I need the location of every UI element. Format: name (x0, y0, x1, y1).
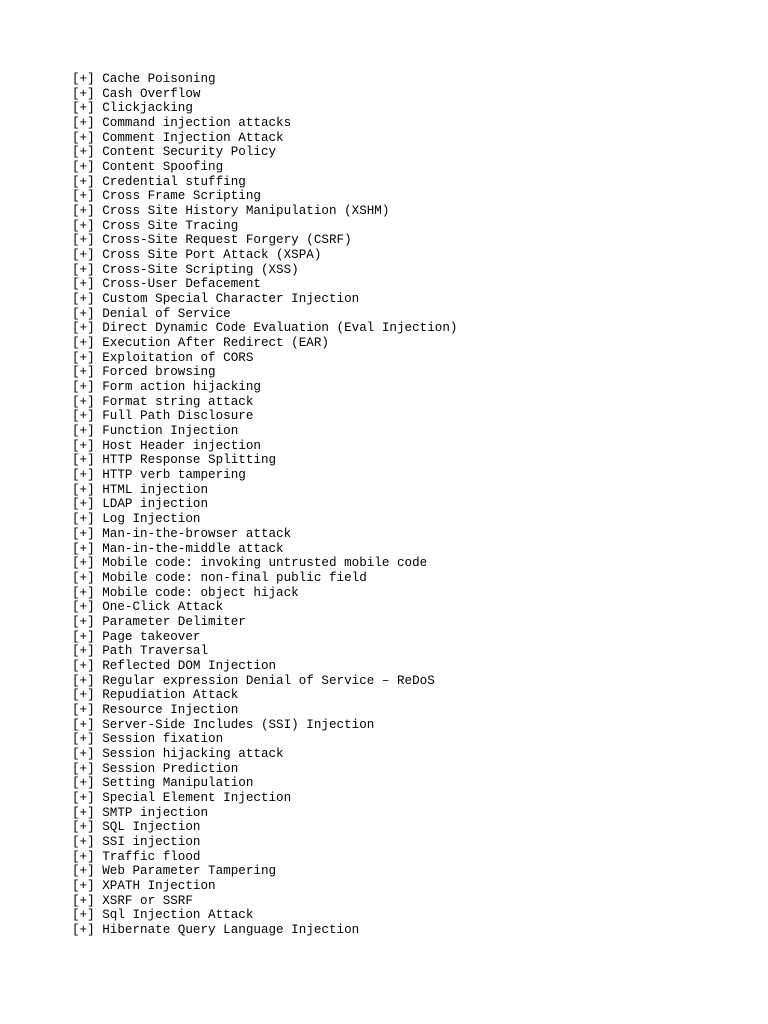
list-item (72, 776, 752, 791)
list-item-marker: [+] (72, 116, 103, 131)
list-item-marker: [+] (72, 101, 103, 116)
list-item (72, 131, 752, 146)
list-item-label: Server-Side Includes (SSI) Injection (102, 717, 375, 732)
list-item-marker: [+] (72, 790, 103, 805)
list-item (72, 762, 752, 777)
list-item-marker: [+] (72, 336, 103, 351)
list-item-label: Page takeover (102, 629, 201, 644)
list-item (72, 923, 752, 938)
list-item-label: Execution After Redirect (EAR) (102, 336, 329, 351)
list-item-label: Credential stuffing (102, 174, 246, 189)
list-item-marker: [+] (72, 585, 103, 600)
list-item-marker: [+] (72, 658, 103, 673)
list-item-marker: [+] (72, 174, 103, 189)
list-item-label: Traffic flood (102, 849, 201, 864)
list-item-label: Parameter Delimiter (102, 614, 246, 629)
list-item-label: Full Path Disclosure (102, 409, 254, 424)
list-item-label: Session Prediction (102, 761, 239, 776)
list-item-marker: [+] (72, 629, 103, 644)
list-item (72, 527, 752, 542)
list-item-marker: [+] (72, 262, 103, 277)
list-item (72, 175, 752, 190)
list-item-label: Cross-Site Scripting (XSS) (102, 262, 299, 277)
list-item-marker: [+] (72, 673, 103, 688)
list-item-label: Mobile code: invoking untrusted mobile code (102, 556, 428, 571)
list-item-marker: [+] (72, 600, 103, 615)
list-item-marker: [+] (72, 702, 103, 717)
list-item-marker: [+] (72, 893, 103, 908)
list-item-marker: [+] (72, 644, 103, 659)
list-item-label: Setting Manipulation (102, 776, 254, 791)
list-item-label: Man-in-the-browser attack (102, 526, 292, 541)
list-item-marker: [+] (72, 130, 103, 145)
list-item-marker: [+] (72, 820, 103, 835)
list-item-label: Hibernate Query Language Injection (102, 922, 360, 937)
list-item-marker: [+] (72, 497, 103, 512)
list-item (72, 542, 752, 557)
list-item (72, 850, 752, 865)
list-item-label: Exploitation of CORS (102, 350, 254, 365)
list-item-marker: [+] (72, 189, 103, 204)
list-item-marker: [+] (72, 86, 103, 101)
list-item-label: Regular expression Denial of Service – ReDoS (102, 673, 435, 688)
list-item (72, 277, 752, 292)
list-item-marker: [+] (72, 541, 103, 556)
list-item-marker: [+] (72, 864, 103, 879)
list-item (72, 116, 752, 131)
list-item (72, 483, 752, 498)
list-item-marker: [+] (72, 145, 103, 160)
list-item-marker: [+] (72, 468, 103, 483)
list-item-marker: [+] (72, 482, 103, 497)
list-item (72, 630, 752, 645)
list-item-label: Cross Frame Scripting (102, 189, 261, 204)
list-item-label: Resource Injection (102, 702, 239, 717)
list-item-label: SSI injection (102, 834, 201, 849)
list-item (72, 732, 752, 747)
list-item (72, 718, 752, 733)
list-item (72, 365, 752, 380)
document-page (72, 72, 752, 938)
list-item-label: Cross Site Tracing (102, 218, 239, 233)
list-item-marker: [+] (72, 512, 103, 527)
list-item (72, 424, 752, 439)
list-item-marker: [+] (72, 556, 103, 571)
list-item-label: Repudiation Attack (102, 688, 239, 703)
list-item-marker: [+] (72, 350, 103, 365)
list-item (72, 512, 752, 527)
list-item-marker: [+] (72, 218, 103, 233)
list-item (72, 336, 752, 351)
list-item-label: Session hijacking attack (102, 746, 284, 761)
list-item-label: One-Click Attack (102, 600, 224, 615)
list-item-marker: [+] (72, 380, 103, 395)
list-item-marker: [+] (72, 306, 103, 321)
list-item (72, 72, 752, 87)
list-item-marker: [+] (72, 526, 103, 541)
list-item (72, 409, 752, 424)
list-item-label: Content Spoofing (102, 160, 224, 175)
list-item-label: Form action hijacking (102, 380, 261, 395)
list-item-label: HTTP verb tampering (102, 468, 246, 483)
list-item-label: XPATH Injection (102, 878, 216, 893)
list-item (72, 791, 752, 806)
list-item-marker: [+] (72, 438, 103, 453)
list-item-label: Comment Injection Attack (102, 130, 284, 145)
list-item-label: Reflected DOM Injection (102, 658, 277, 673)
list-item-marker: [+] (72, 277, 103, 292)
list-item-marker: [+] (72, 453, 103, 468)
list-item-label: Log Injection (102, 512, 201, 527)
list-item (72, 453, 752, 468)
list-item-marker: [+] (72, 424, 103, 439)
list-item (72, 674, 752, 689)
list-item-marker: [+] (72, 233, 103, 248)
list-item-label: Cross-Site Request Forgery (CSRF) (102, 233, 352, 248)
list-item (72, 659, 752, 674)
list-item-marker: [+] (72, 160, 103, 175)
list-item (72, 160, 752, 175)
list-item (72, 248, 752, 263)
list-item-marker: [+] (72, 688, 103, 703)
list-item-label: Cache Poisoning (102, 72, 216, 86)
list-item-label: Cross-User Defacement (102, 277, 261, 292)
list-item (72, 571, 752, 586)
list-item-label: Custom Special Character Injection (102, 292, 360, 307)
list-item-label: Sql Injection Attack (102, 908, 254, 923)
list-item-label: Forced browsing (102, 365, 216, 380)
list-item-marker: [+] (72, 761, 103, 776)
list-item-label: Web Parameter Tampering (102, 864, 277, 879)
list-item-marker: [+] (72, 365, 103, 380)
list-item (72, 747, 752, 762)
list-item-marker: [+] (72, 409, 103, 424)
list-item (72, 321, 752, 336)
list-item (72, 644, 752, 659)
list-item (72, 351, 752, 366)
list-item (72, 439, 752, 454)
list-item-label: HTML injection (102, 482, 209, 497)
list-item-label: Direct Dynamic Code Evaluation (Eval Injection) (102, 321, 458, 336)
list-item (72, 703, 752, 718)
list-item-label: Command injection attacks (102, 116, 292, 131)
list-item (72, 864, 752, 879)
list-item (72, 189, 752, 204)
list-item-marker: [+] (72, 805, 103, 820)
list-item (72, 586, 752, 601)
list-item-marker: [+] (72, 248, 103, 263)
list-item (72, 820, 752, 835)
list-item (72, 497, 752, 512)
list-item (72, 879, 752, 894)
list-item (72, 263, 752, 278)
list-item-label: Mobile code: object hijack (102, 585, 299, 600)
list-item (72, 600, 752, 615)
list-item (72, 101, 752, 116)
list-item-marker: [+] (72, 878, 103, 893)
list-item (72, 307, 752, 322)
list-item-label: Man-in-the-middle attack (102, 541, 284, 556)
attack-list (72, 72, 752, 938)
list-item (72, 894, 752, 909)
list-item-marker: [+] (72, 834, 103, 849)
list-item (72, 806, 752, 821)
list-item (72, 908, 752, 923)
list-item-marker: [+] (72, 746, 103, 761)
list-item-label: SQL Injection (102, 820, 201, 835)
list-item-label: LDAP injection (102, 497, 209, 512)
list-item (72, 395, 752, 410)
list-item (72, 233, 752, 248)
list-item-marker: [+] (72, 321, 103, 336)
list-item-label: Session fixation (102, 732, 224, 747)
list-item-marker: [+] (72, 614, 103, 629)
list-item-label: HTTP Response Splitting (102, 453, 277, 468)
list-item-label: Function Injection (102, 424, 239, 439)
list-item-label: Cash Overflow (102, 86, 201, 101)
list-item (72, 204, 752, 219)
list-item-marker: [+] (72, 908, 103, 923)
list-item-label: Denial of Service (102, 306, 231, 321)
list-item (72, 292, 752, 307)
list-item-label: Content Security Policy (102, 145, 277, 160)
list-item-label: Mobile code: non-final public field (102, 570, 367, 585)
list-item-label: Host Header injection (102, 438, 261, 453)
list-item-marker: [+] (72, 204, 103, 219)
list-item-marker: [+] (72, 922, 103, 937)
list-item (72, 556, 752, 571)
list-item-label: Special Element Injection (102, 790, 292, 805)
list-item-marker: [+] (72, 849, 103, 864)
list-item (72, 145, 752, 160)
list-item (72, 468, 752, 483)
list-item-label: Path Traversal (102, 644, 209, 659)
list-item (72, 615, 752, 630)
list-item (72, 219, 752, 234)
list-item-marker: [+] (72, 72, 103, 86)
list-item (72, 380, 752, 395)
list-item-marker: [+] (72, 732, 103, 747)
list-item-label: Cross Site History Manipulation (XSHM) (102, 204, 390, 219)
list-item-marker: [+] (72, 570, 103, 585)
list-item-marker: [+] (72, 292, 103, 307)
list-item (72, 688, 752, 703)
list-item-label: Format string attack (102, 394, 254, 409)
list-item-label: Clickjacking (102, 101, 193, 116)
list-item (72, 835, 752, 850)
list-item-marker: [+] (72, 776, 103, 791)
list-item-label: SMTP injection (102, 805, 209, 820)
list-item-label: Cross Site Port Attack (XSPA) (102, 248, 322, 263)
list-item (72, 87, 752, 102)
list-item-marker: [+] (72, 717, 103, 732)
list-item-label: XSRF or SSRF (102, 893, 193, 908)
list-item-marker: [+] (72, 394, 103, 409)
